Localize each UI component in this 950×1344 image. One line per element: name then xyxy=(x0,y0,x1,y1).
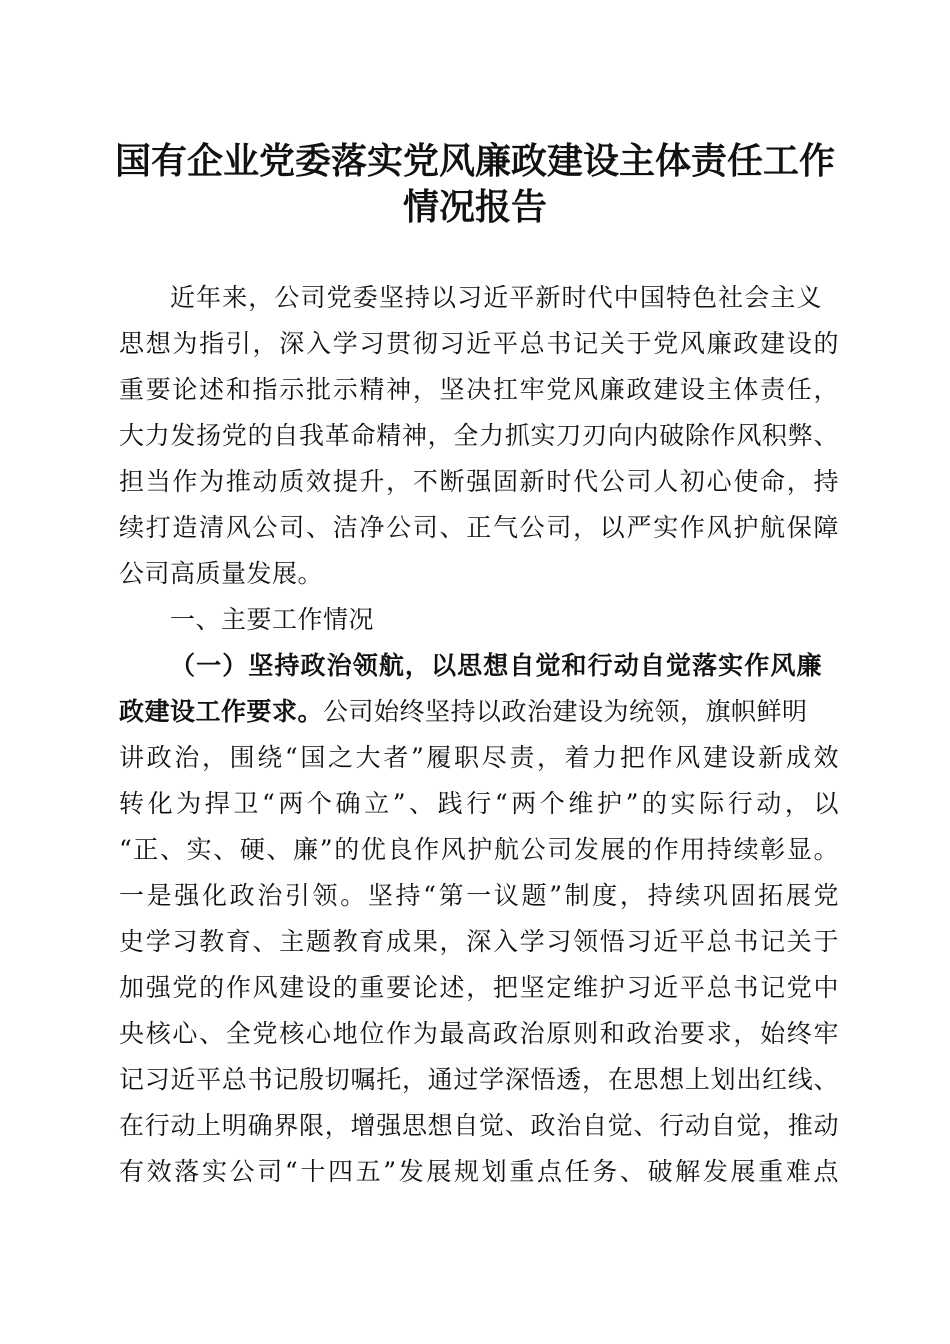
paragraph-line: 一是强化政治引领。坚持“第一议题”制度，持续巩固拓展党 xyxy=(119,881,839,910)
paragraph-line: 近年来，公司党委坚持以习近平新时代中国特色社会主义 xyxy=(170,283,822,312)
paragraph-line: “正、实、硬、廉”的优良作风护航公司发展的作用持续彰显。 xyxy=(119,835,839,864)
paragraph-line: 史学习教育、主题教育成果，深入学习领悟习近平总书记关于 xyxy=(119,927,839,956)
paragraph-line: 转化为捍卫“两个确立”、践行“两个维护”的实际行动，以 xyxy=(119,789,839,818)
paragraph-line: 担当作为推动质效提升，不断强固新时代公司人初心使命，持 xyxy=(119,467,839,496)
paragraph-line: 公司高质量发展。 xyxy=(119,559,324,588)
paragraph-line: 思想为指引，深入学习贯彻习近平总书记关于党风廉政建设的 xyxy=(119,329,839,358)
document-title-line-2: 情况报告 xyxy=(402,186,547,228)
paragraph-line: 在行动上明确界限，增强思想自觉、政治自觉、行动自觉，推动 xyxy=(119,1111,839,1140)
paragraph-line: 重要论述和指示批示精神，坚决扛牢党风廉政建设主体责任， xyxy=(119,375,839,404)
subsection-heading-tail: 政建设工作要求。 xyxy=(119,697,324,726)
paragraph-text: 公司始终坚持以政治建设为统领，旗帜鲜明 xyxy=(323,697,808,726)
subsection-heading: （一）坚持政治领航，以思想自觉和行动自觉落实作风廉 xyxy=(170,651,822,680)
document-title-line-1: 国有企业党委落实党风廉政建设主体责任工作 xyxy=(114,140,835,182)
paragraph-line-mixed xyxy=(119,689,839,735)
paragraph-line: 有效落实公司“十四五”发展规划重点任务、破解发展重难点 xyxy=(119,1157,839,1186)
paragraph-line: 央核心、全党核心地位作为最高政治原则和政治要求，始终牢 xyxy=(119,1019,839,1048)
paragraph-line: 讲政治，围绕“国之大者”履职尽责，着力把作风建设新成效 xyxy=(119,743,839,772)
paragraph-line: 记习近平总书记殷切嘱托，通过学深悟透，在思想上划出红线、 xyxy=(119,1065,839,1094)
paragraph-line: 续打造清风公司、洁净公司、正气公司，以严实作风护航保障 xyxy=(119,513,839,542)
section-heading: 一、主要工作情况 xyxy=(170,605,375,634)
paragraph-line: 加强党的作风建设的重要论述，把坚定维护习近平总书记党中 xyxy=(119,973,839,1002)
paragraph-line: 大力发扬党的自我革命精神，全力抓实刀刃向内破除作风积弊、 xyxy=(119,421,839,450)
